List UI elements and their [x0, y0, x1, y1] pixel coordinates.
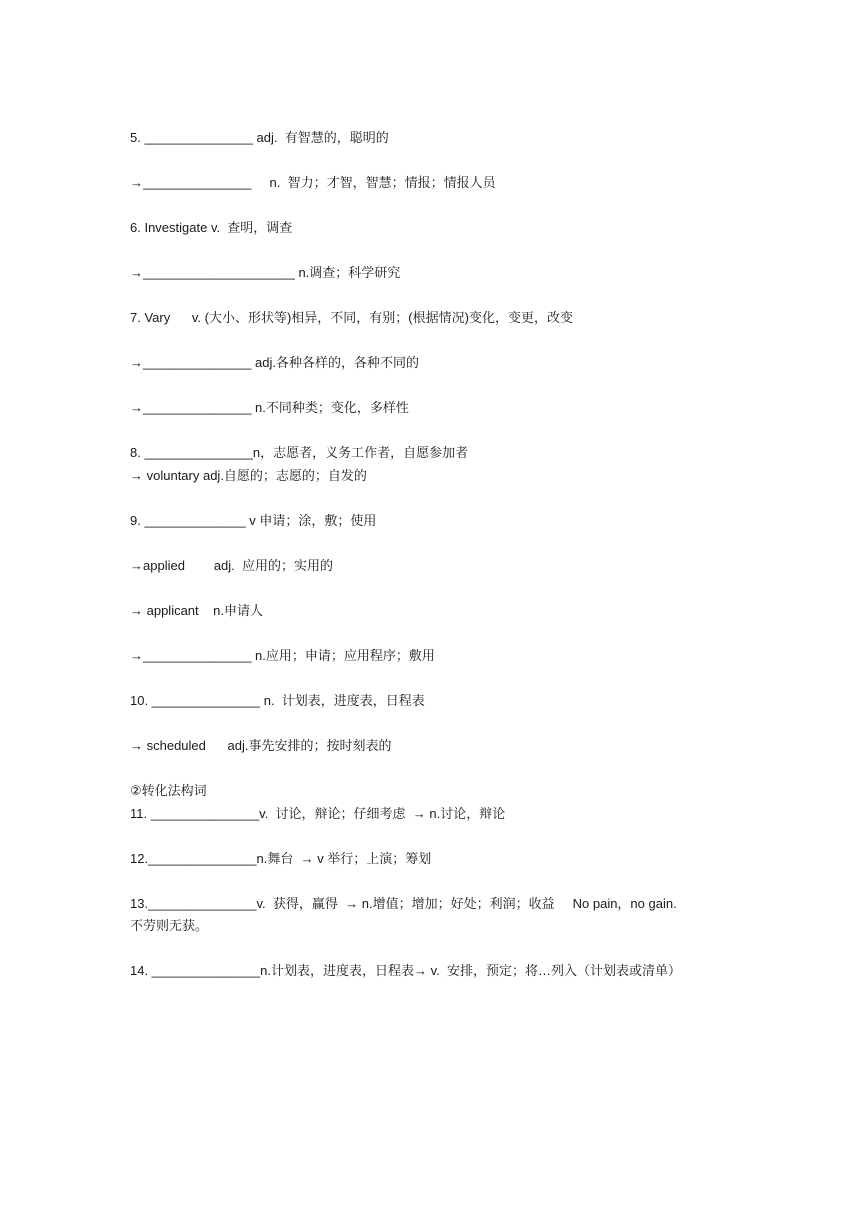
item-7-derivative-line: →_______________ n.不同种类；变化，多样性	[130, 400, 409, 415]
item-13-continuation: 不劳则无获。	[130, 918, 209, 933]
item-12-line: 12._______________n.舞台 → v 举行；上演；筹划	[130, 851, 432, 866]
item-14-line: 14. _______________n.计划表，进度表，日程表→ v. 安排，预定；将…列入（计划表或清单）	[130, 963, 681, 978]
item-10-derivative-line: → scheduled adj.事先安排的；按时刻表的	[130, 738, 392, 753]
section-heading: ②转化法构词	[130, 783, 207, 798]
item-6-line: 6. Investigate v. 查明，调查	[130, 220, 293, 235]
item-10-line: 10. _______________ n. 计划表，进度表，日程表	[130, 693, 425, 708]
item-9-derivative-line: → applicant n.申请人	[130, 603, 263, 618]
item-7-line: 7. Vary v. (大小、形状等)相异，不同，有别；(根据情况)变化，变更，改变	[130, 310, 573, 325]
item-11-line: 11. _______________v. 讨论，辩论；仔细考虑 → n.讨论，辩论	[130, 806, 506, 821]
item-6-derivative-line: →_____________________ n.调查；科学研究	[130, 265, 401, 280]
item-9-line: 9. ______________ v 申请；涂，敷；使用	[130, 513, 377, 528]
item-8-line: 8. _______________n，志愿者，义务工作者，自愿参加者	[130, 445, 469, 460]
item-5-line: 5. _______________ adj. 有智慧的，聪明的	[130, 130, 389, 145]
item-13-line: 13._______________v. 获得，赢得 → n.增值；增加；好处；利润；收益 No pain，no gain.	[130, 896, 677, 911]
item-9-derivative-line: →applied adj. 应用的；实用的	[130, 558, 334, 573]
item-9-derivative-line: →_______________ n.应用；申请；应用程序；敷用	[130, 648, 435, 663]
item-7-derivative-line: →_______________ adj.各种各样的，各种不同的	[130, 355, 420, 370]
item-8-derivative-line: → voluntary adj.自愿的；志愿的；自发的	[130, 468, 367, 483]
item-5-derivative-line: →_______________ n. 智力；才智，智慧；情报；情报人员	[130, 175, 496, 190]
